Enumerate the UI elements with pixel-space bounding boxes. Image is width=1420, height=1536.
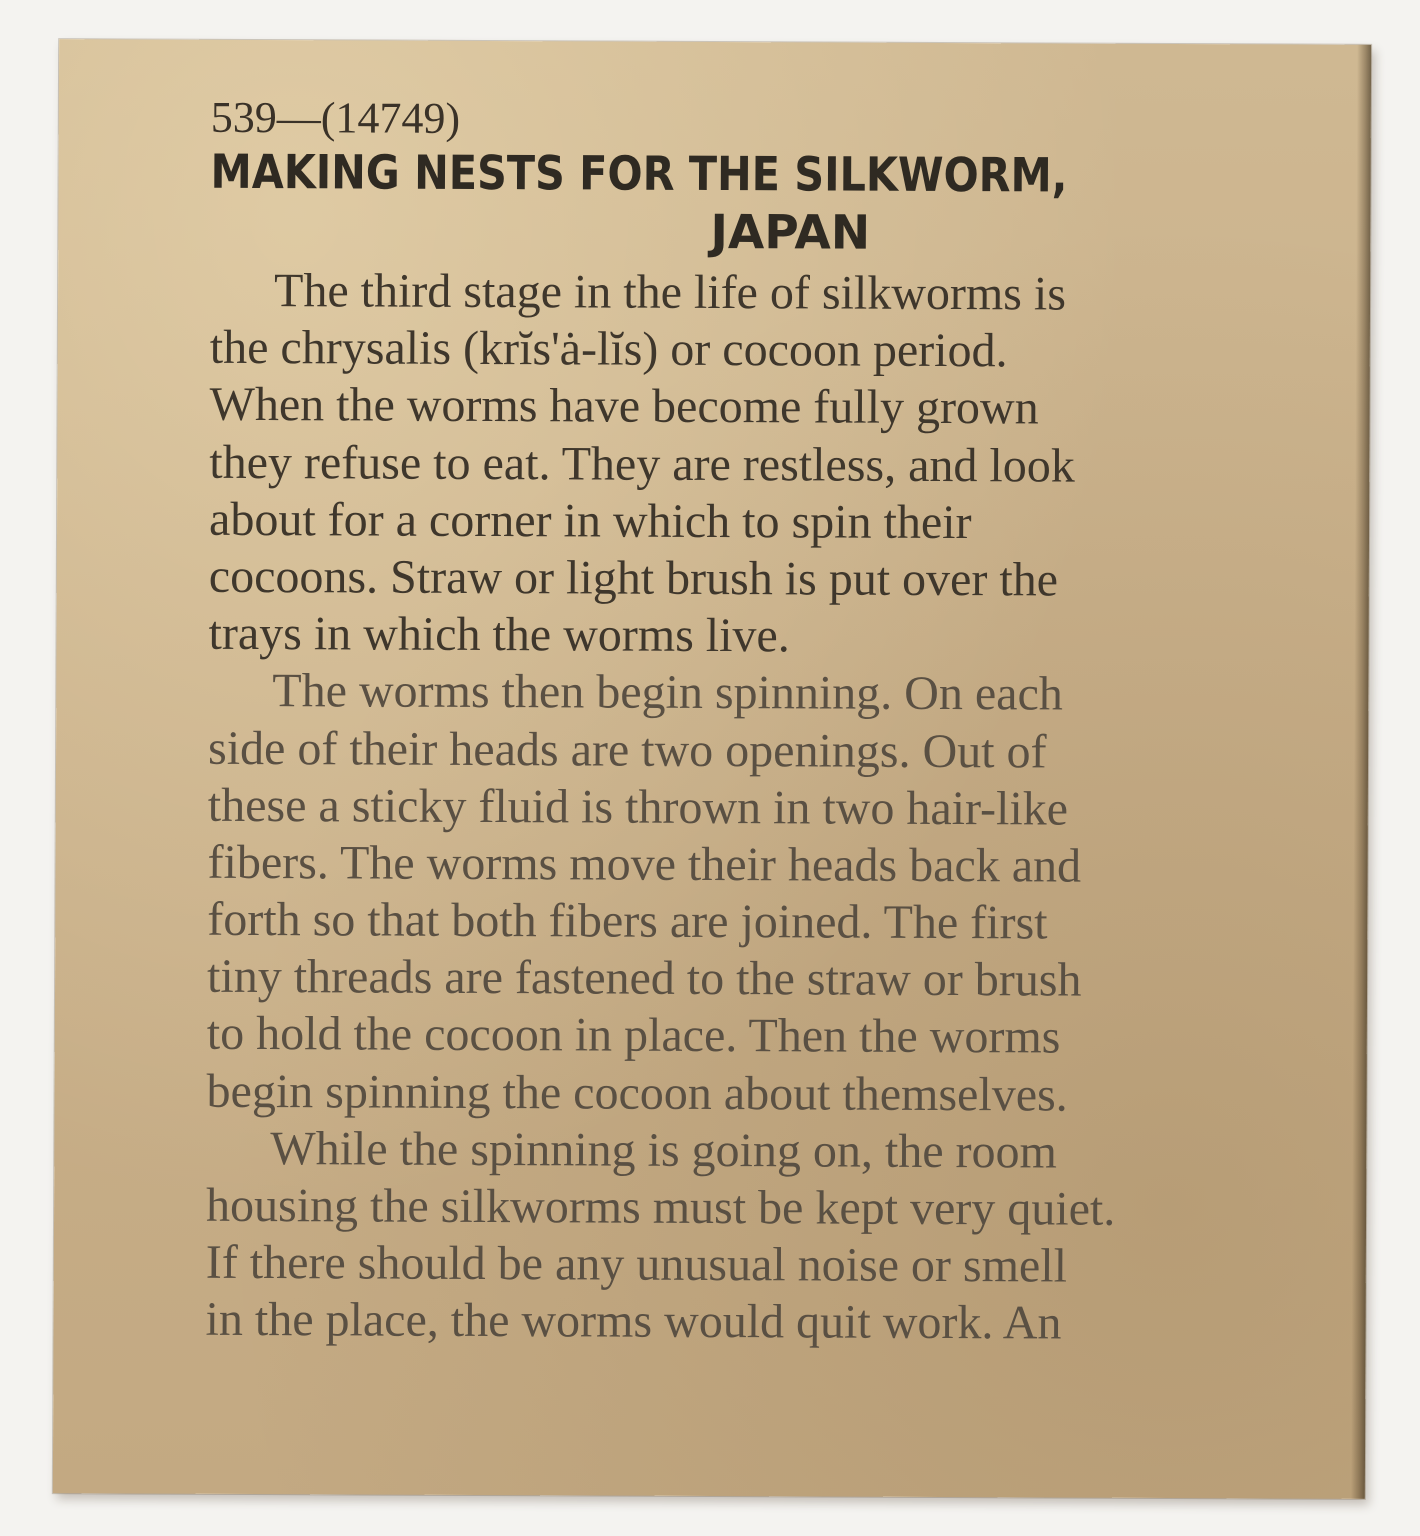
text-line: to hold the cocoon in place. Then the worms xyxy=(206,1007,1061,1064)
text-line: When the worms have become fully grown xyxy=(209,378,1039,435)
text-line: these a sticky fluid is thrown in two hair-like xyxy=(207,778,1069,836)
text-line: in the place, the worms would quit work. An xyxy=(205,1293,1062,1350)
body-text xyxy=(205,262,1360,1354)
card-content xyxy=(205,92,1360,1354)
text-line: begin spinning the cocoon about themselves. xyxy=(206,1064,1068,1122)
title xyxy=(210,144,1361,267)
text-line: the chrysalis (krĭs'ȧ-lĭs) or cocoon period. xyxy=(209,320,1008,378)
text-line: about for a corner in which to spin their xyxy=(208,492,972,549)
printed-card xyxy=(53,39,1371,1499)
paragraph-1 xyxy=(208,262,1360,667)
text-line: forth so that both fibers are joined. The first xyxy=(207,892,1048,950)
text-line: If there should be any unusual noise or smell xyxy=(205,1235,1068,1293)
text-line: While the spinning is going on, the room xyxy=(270,1121,1058,1179)
text-line: tiny threads are fastened to the straw or brush xyxy=(206,950,1082,1007)
reference-number: 539—(14749) xyxy=(210,92,461,143)
title-line-1: MAKING NESTS FOR THE SILKWORM, xyxy=(210,144,1068,204)
text-line: The worms then begin spinning. On each xyxy=(272,664,1063,721)
paragraph-2 xyxy=(206,662,1358,1125)
text-line: they refuse to eat. They are restless, and look xyxy=(209,435,1075,493)
text-line: housing the silkworms must be kept very quiet. xyxy=(205,1178,1116,1236)
text-line: fibers. The worms move their heads back and xyxy=(207,835,1082,893)
text-line: side of their heads are two openings. Out of xyxy=(207,721,1047,778)
text-line: cocoons. Straw or light brush is put over the xyxy=(208,549,1059,607)
text-line: The third stage in the life of silkworms is xyxy=(273,264,1067,321)
paragraph-3 xyxy=(205,1120,1356,1354)
title-line-2: JAPAN xyxy=(710,204,871,261)
text-line: trays in which the worms live. xyxy=(208,606,790,663)
